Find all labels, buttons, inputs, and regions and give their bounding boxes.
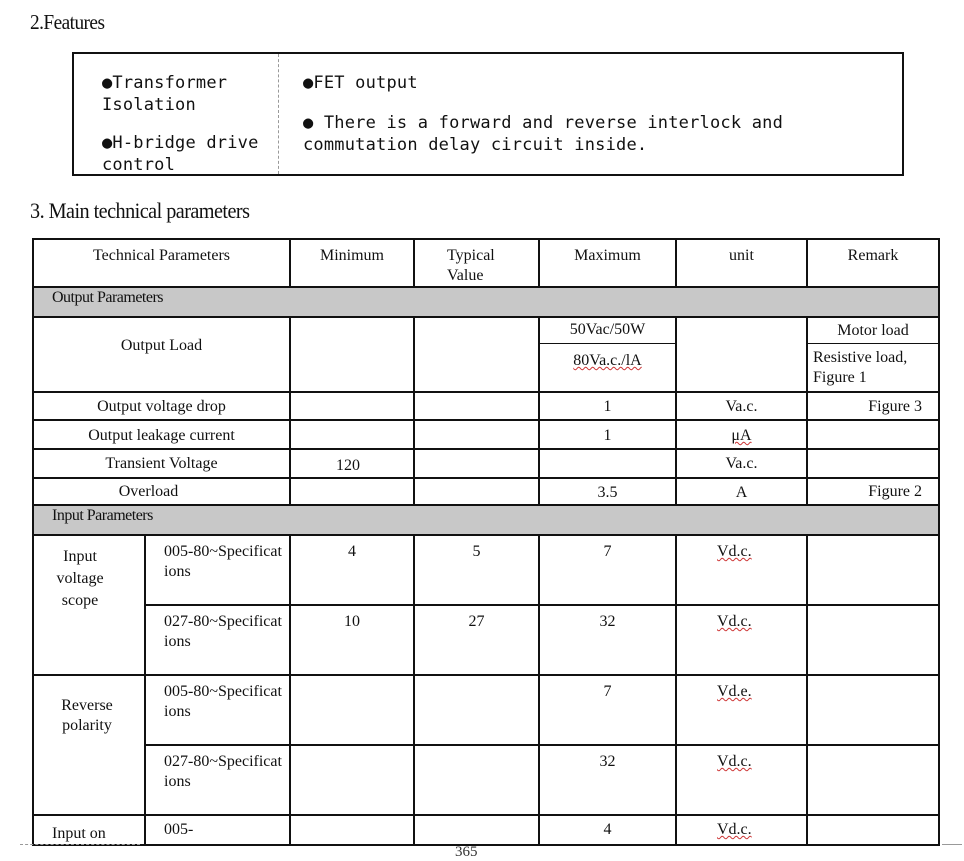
table-row	[33, 605, 939, 675]
cell-remark	[807, 605, 939, 675]
cell-max	[539, 449, 676, 478]
table-row	[33, 392, 939, 420]
cell-unit	[676, 675, 807, 745]
section-output-parameters	[33, 287, 939, 317]
row-label: Output leakage current	[33, 420, 290, 449]
features-heading: 2.Features	[30, 10, 105, 34]
cell-spec: 005-	[145, 815, 290, 845]
cell-unit	[676, 535, 807, 605]
footer-divider-left	[20, 844, 140, 845]
row-label: Output voltage drop	[33, 392, 290, 420]
unit-text: Vd.c.	[717, 543, 752, 560]
max-resistive-load	[540, 344, 675, 371]
cell-unit	[676, 745, 807, 815]
cell-unit: Va.c.	[676, 392, 807, 420]
cell-min	[290, 478, 414, 505]
main-parameters-heading: 3. Main technical parameters	[30, 198, 250, 223]
table-row	[33, 675, 939, 745]
cell-min	[290, 420, 414, 449]
group-label-reverse-polarity	[33, 675, 145, 815]
cell-typ	[414, 449, 539, 478]
table-row	[33, 449, 939, 478]
cell-spec: 005-80~Specifications	[145, 675, 290, 745]
cell-remark	[807, 449, 939, 478]
page-number: 365	[455, 844, 478, 860]
cell-max: 7	[539, 535, 676, 605]
table-row	[33, 745, 939, 815]
cell-remark: Figure 2	[807, 478, 939, 505]
max-motor-load: 50Vac/50W	[540, 318, 675, 344]
cell-min: 4	[290, 535, 414, 605]
cell-typ	[414, 392, 539, 420]
cell-max-split	[539, 317, 676, 392]
remark-motor-load: Motor load	[808, 318, 938, 344]
cell-remark	[807, 745, 939, 815]
cell-max: 1	[539, 392, 676, 420]
features-box	[72, 52, 904, 176]
parameters-table	[32, 238, 940, 846]
feature-h-bridge-drive: ●H-bridge drive control	[102, 133, 259, 175]
cell-typ	[414, 478, 539, 505]
section-input-parameters	[33, 505, 939, 535]
feature-fet-output: ●FET output	[303, 73, 418, 93]
unit-text: Vd.e.	[717, 683, 752, 700]
max-resistive-text: 80Va.c./lA	[573, 352, 642, 369]
features-divider	[278, 54, 279, 174]
unit-text: μA	[731, 427, 752, 444]
cell-typ	[414, 675, 539, 745]
section-label: Output Parameters	[33, 287, 939, 317]
header-remark: Remark	[807, 239, 939, 287]
cell-min: 120	[290, 449, 414, 478]
cell-max: 4	[539, 815, 676, 845]
cell-unit	[676, 420, 807, 449]
cell-unit: Va.c.	[676, 449, 807, 478]
group-label-input-voltage	[33, 535, 145, 675]
group-label-input-on: Input on	[33, 815, 145, 845]
cell-min: 10	[290, 605, 414, 675]
table-row-output-load	[33, 317, 939, 392]
header-typical-value: Typical Value	[414, 239, 539, 287]
row-label: Overload	[33, 478, 290, 505]
cell-max: 3.5	[539, 478, 676, 505]
section-label: Input Parameters	[33, 505, 939, 535]
unit-text: Vd.c.	[717, 821, 752, 838]
table-row	[33, 535, 939, 605]
cell-remark: Figure 3	[807, 392, 939, 420]
cell-min	[290, 745, 414, 815]
cell-spec: 027-80~Specifications	[145, 745, 290, 815]
header-minimum: Minimum	[290, 239, 414, 287]
row-label: Transient Voltage	[33, 449, 290, 478]
cell-unit	[676, 605, 807, 675]
cell-typ	[414, 420, 539, 449]
table-row	[33, 478, 939, 505]
group-label-text: Reverse polarity	[61, 697, 113, 734]
cell-max: 32	[539, 745, 676, 815]
cell-spec: 027-80~Specifications	[145, 605, 290, 675]
cell-unit	[676, 317, 807, 392]
header-technical-parameters: Technical Parameters	[33, 239, 290, 287]
feature-transformer-isolation: ●Transformer Isolation	[102, 73, 228, 115]
cell-spec: 005-80~Specifications	[145, 535, 290, 605]
cell-typ	[414, 317, 539, 392]
cell-typ	[414, 745, 539, 815]
unit-text: Vd.c.	[717, 613, 752, 630]
cell-remark	[807, 535, 939, 605]
cell-max: 7	[539, 675, 676, 745]
unit-text: Vd.c.	[717, 753, 752, 770]
cell-remark-split	[807, 317, 939, 392]
cell-max: 1	[539, 420, 676, 449]
cell-remark	[807, 420, 939, 449]
group-label-text: Input voltage scope	[56, 548, 104, 609]
cell-typ: 5	[414, 535, 539, 605]
table-row	[33, 420, 939, 449]
page-footer	[0, 840, 964, 860]
header-unit: unit	[676, 239, 807, 287]
cell-typ: 27	[414, 605, 539, 675]
header-maximum: Maximum	[539, 239, 676, 287]
cell-max: 32	[539, 605, 676, 675]
table-header-row	[33, 239, 939, 287]
cell-min	[290, 392, 414, 420]
row-label: Output Load	[33, 317, 290, 392]
remark-resistive-load: Resistive load, Figure 1	[813, 349, 908, 386]
cell-remark	[807, 675, 939, 745]
cell-min	[290, 675, 414, 745]
footer-divider-right	[942, 844, 962, 845]
feature-interlock: ● There is a forward and reverse interlock and commutation delay circuit inside.	[303, 113, 784, 155]
cell-unit: A	[676, 478, 807, 505]
cell-min	[290, 317, 414, 392]
